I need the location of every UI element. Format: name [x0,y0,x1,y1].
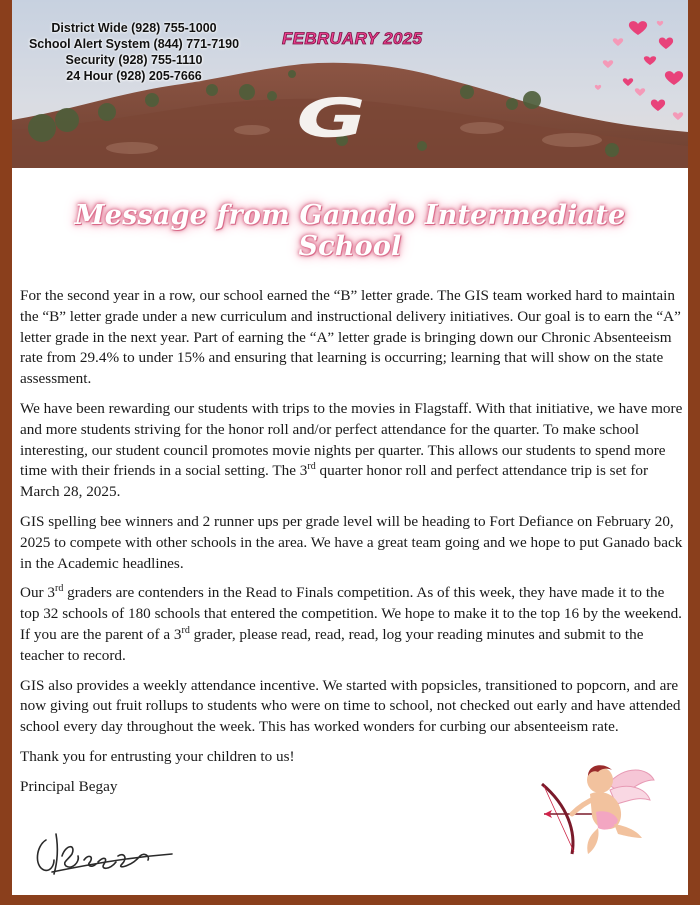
paragraph-text: We have been rewarding our students with trips to the movies in Flagstaff. With that initiative, we have more and more students striving for the honor roll and/or perfect attendance for the quarter. To make school interesting, our student council promotes movie nights per quarter. This allows our students to spend more time with their friends in a social setting. The 3 [20,399,683,480]
page-title: Message from Ganado Intermediate School [74,200,626,262]
cupid-icon [538,754,658,859]
paragraph-text: quarter honor roll and perfect attendance trip is set for March 28, 2025. [20,462,649,501]
ordinal-suffix: rd [55,583,64,595]
paragraph-read-to-finals [20,583,684,666]
signoff: Principal Begay [20,777,118,795]
signature-icon [32,826,182,881]
contact-alert-system: School Alert System (844) 771-7190 [28,37,240,51]
ordinal-suffix: rd [181,624,190,636]
paragraph-thanks: Thank you for entrusting your children to us! [20,747,295,765]
contact-list [24,20,244,84]
contact-security: Security (928) 755-1110 [65,53,203,67]
letter-body [20,286,684,807]
paragraph-grade: For the second year in a row, our school earned the “B” letter grade. The GIS team worked hard to maintain the “B” letter grade under a new curriculum and instructional delivery initiatives. Our goal is to earn the “A” letter grade in the next year. Part of earning the “A” letter grade is bringing down our Chronic Absenteeism rate from 29.4% to under 15% and ensuring that learning is occurring; learning that will show on the state assessment. [20,287,681,388]
contact-24-hour: 24 Hour (928) 205-7666 [66,69,202,83]
paragraph-text: Our 3 [20,584,56,602]
paragraph-attendance: GIS also provides a weekly attendance incentive. We started with popsicles, transitioned to popcorn, and are now giving out fruit rollups to students who were on time to school, not checked out early and have attended school every day throughout the week. This has worked wonders for curbing our absenteeism rate. [20,676,681,736]
paragraph-movies [20,399,684,503]
issue-month: FEBRUARY 2025 [282,29,423,48]
paragraph-text: graders are contenders in the Read to Finals competition. As of this week, they have made it to the top 32 schools of 180 schools that entered the competition. We hope to make it to the top 16 by the weekend. If you are the parent of a 3 [20,584,682,643]
header-banner [12,0,688,168]
ordinal-suffix: rd [307,461,316,473]
hill-letter: G [287,87,374,150]
paragraph-spelling-bee: GIS spelling bee winners and 2 runner ups per grade level will be heading to Fort Defiance on February 20, 2025 to compete with other schools in the area. We have a great team going and we hope to put Ganado back in the Academic headlines. [20,512,683,572]
paragraph-text: grader, please read, read, read, log your reading minutes and submit to the teacher to record. [20,625,644,664]
hearts-decoration-icon [578,10,688,130]
contact-district: District Wide (928) 755-1000 [51,21,217,35]
